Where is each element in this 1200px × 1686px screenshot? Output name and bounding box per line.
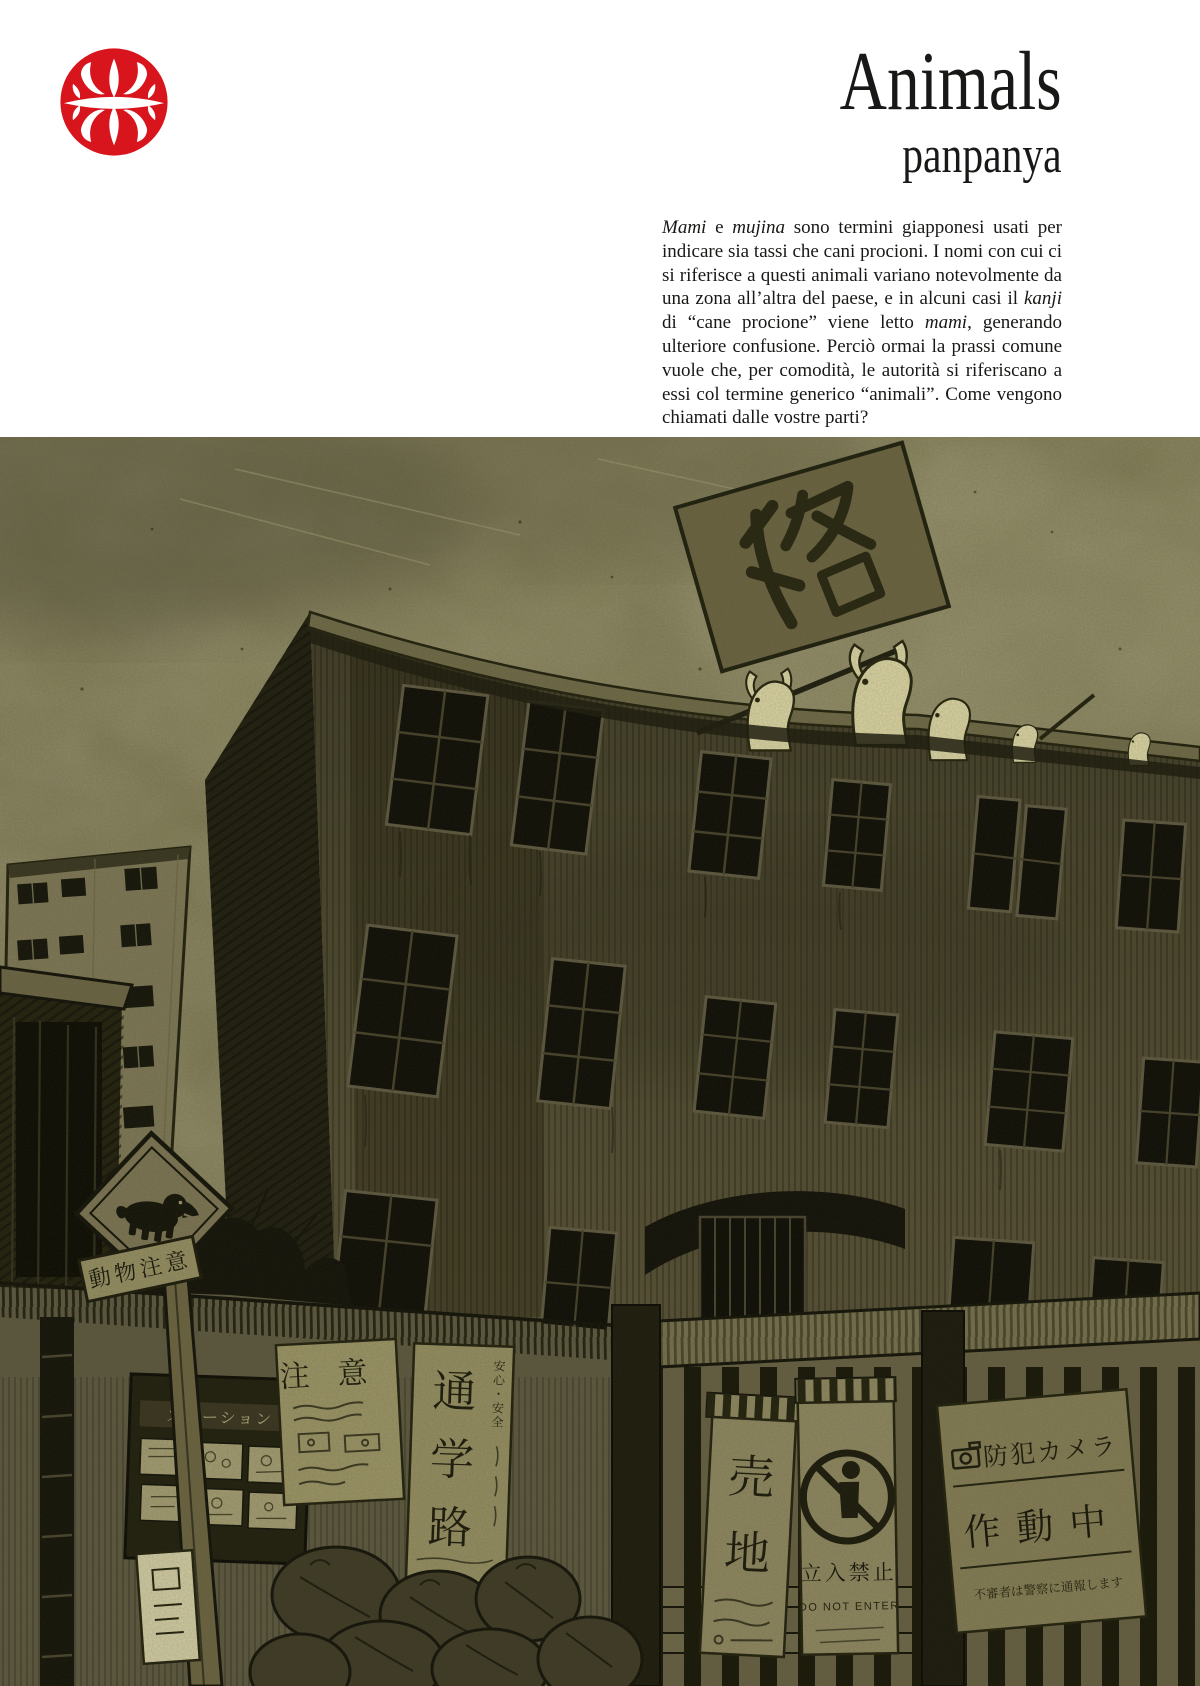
intro-italic-mujina: mujina (732, 217, 786, 238)
page-title: Animals (839, 35, 1062, 128)
author-name: panpanya (902, 127, 1062, 184)
intro-italic-kanji: kanji (1024, 288, 1062, 310)
paper-grain-overlay (0, 437, 1200, 1686)
intro-paragraph: Mami e mujina sono termini giapponesi usati per indicare sia tassi che cani procioni. I nomi con cui ci si riferisce a questi animali variano notevolmente da una zona all’altra del paese, e in alcuni casi il kanji di “cane procione” viene letto mami, generando ulteriore confusione. Perciò ormai la prassi comune vuole che, per comodità, le autorità si riferiscano a essi col termine generico “animali”. Come vengono chiamati dalle vostre parti? (662, 217, 1063, 429)
intro-italic-mami: Mami (662, 217, 707, 238)
publisher-logo (57, 45, 171, 159)
building-illustration (0, 437, 1200, 1686)
intro-italic-mami2: mami (924, 312, 968, 334)
